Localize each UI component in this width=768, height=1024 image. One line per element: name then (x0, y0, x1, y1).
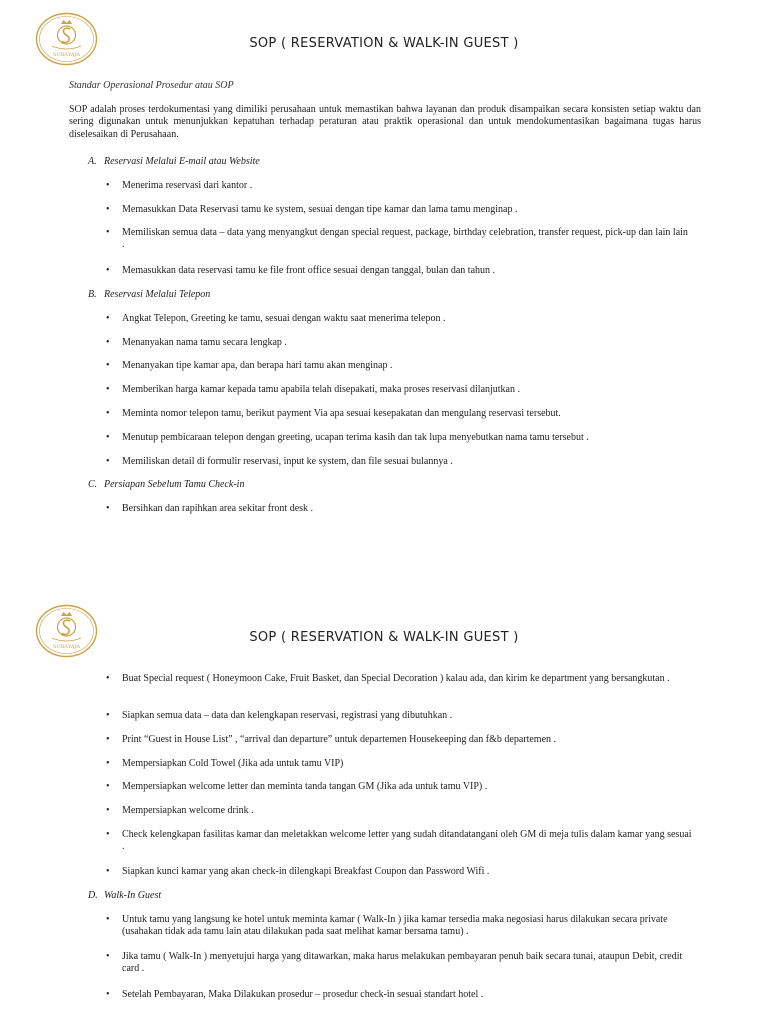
section-heading-b: B. Reservasi Melalui Telepon (88, 289, 211, 300)
page-2 (0, 594, 768, 1024)
intro-paragraph: SOP adalah proses terdokumentasi yang dimiliki perusahaan untuk memastikan bahwa layanan dan produk disampaikan secara konsisten setiap waktu dan sering digunakan untuk menunjukkan kepatuhan terhadap peraturan atau praktik operasional dan untuk mendokumentasikan bagaimana tugas harus diselesaikan di Perusahaan. (69, 104, 701, 140)
list-item: • Siapkan kunci kamar yang akan check-in dilengkapi Breakfast Coupon dan Password Wifi . (106, 866, 490, 877)
section-heading-d: D. Walk-In Guest (88, 890, 162, 901)
section-heading-a: A. Reservasi Melalui E-mail atau Website (88, 156, 260, 167)
list-item: • Mempersiapkan Cold Towel (Jika ada untuk tamu VIP) (106, 758, 344, 769)
list-item: • Mempersiapkan welcome drink . (106, 805, 254, 816)
page-title: SOP ( RESERVATION & WALK-IN GUEST ) (249, 36, 519, 51)
list-item: • Untuk tamu yang langsung ke hotel untuk meminta kamar ( Walk-In ) jika kamar tersedia maka negosiasi harus dilakukan secara private (usahakan tidak ada tamu lain atau dilakukan pada saat melihat kamar bersama tamu) . (106, 914, 668, 938)
list-item: • Memasukkan data reservasi tamu ke file front office sesuai dengan tanggal, bulan dan tahun . (106, 265, 496, 276)
list-item: • Menanyakan tipe kamar apa, dan berapa hari tamu akan menginap . (106, 360, 393, 371)
list-item: • Setelah Pembayaran, Maka Dilakukan prosedur – prosedur check-in sesuai standart hotel . (106, 989, 484, 1000)
svg-text:SURAYAJA: SURAYAJA (53, 644, 80, 650)
list-item: • Mempersiapkan welcome letter dan meminta tanda tangan GM (Jika ada untuk tamu VIP) . (106, 781, 488, 792)
list-item: • Menutup pembicaraan telepon dengan greeting, ucapan terima kasih dan tak lupa menyebutkan nama tamu tersebut . (106, 432, 589, 443)
list-item: • Memberikan harga kamar kepada tamu apabila telah disepakati, maka proses reservasi dilanjutkan . (106, 384, 520, 395)
list-item: • Angkat Telepon, Greeting ke tamu, sesuai dengan waktu saat menerima telepon . (106, 313, 446, 324)
list-item: • Menanyakan nama tamu secara lengkap . (106, 337, 287, 348)
list-item: • Memasukkan Data Reservasi tamu ke system, sesuai dengan tipe kamar dan lama tamu menginap . (106, 204, 518, 215)
svg-text:SURAYAJA: SURAYAJA (53, 52, 80, 58)
section-heading-c: C. Persiapan Sebelum Tamu Check-in (88, 479, 245, 490)
list-item: • Print “Guest in House List” , “arrival dan departure” untuk departemen Housekeeping dan f&b departemen . (106, 734, 557, 745)
list-item: • Buat Special request ( Honeymoon Cake, Fruit Basket, dan Special Decoration ) kalau ada, dan kirim ke department yang bersangkutan . (106, 673, 670, 684)
list-item: • Jika tamu ( Walk-In ) menyetujui harga yang ditawarkan, maka harus melakukan pembayaran penuh baik secara tunai, ataupun Debit, credit card . (106, 951, 683, 975)
intro-heading: Standar Operasional Prosedur atau SOP (69, 80, 234, 91)
list-item: • Menerima reservasi dari kantor . (106, 180, 253, 191)
list-item: • Check kelengkapan fasilitas kamar dan meletakkan welcome letter yang sudah ditandatangani oleh GM di meja tulis dalam kamar yang sesuai . (106, 829, 692, 853)
list-item: • Memiliskan semua data – data yang menyangkut dengan special request, package, birthday celebration, transfer request, pick-up dan lain lain . (106, 227, 688, 251)
list-item: • Bersihkan dan rapihkan area sekitar front desk . (106, 503, 314, 514)
list-item: • Memiliskan detail di formulir reservasi, input ke system, dan file sesuai bulannya . (106, 456, 453, 467)
list-item: • Siapkan semua data – data dan kelengkapan reservasi, registrasi yang dibutuhkan . (106, 710, 453, 721)
list-item: • Meminta nomor telepon tamu, berikut payment Via apa sesuai kesepakatan dan mengulang reservasi tersebut. (106, 408, 561, 419)
page-title: SOP ( RESERVATION & WALK-IN GUEST ) (249, 630, 519, 645)
